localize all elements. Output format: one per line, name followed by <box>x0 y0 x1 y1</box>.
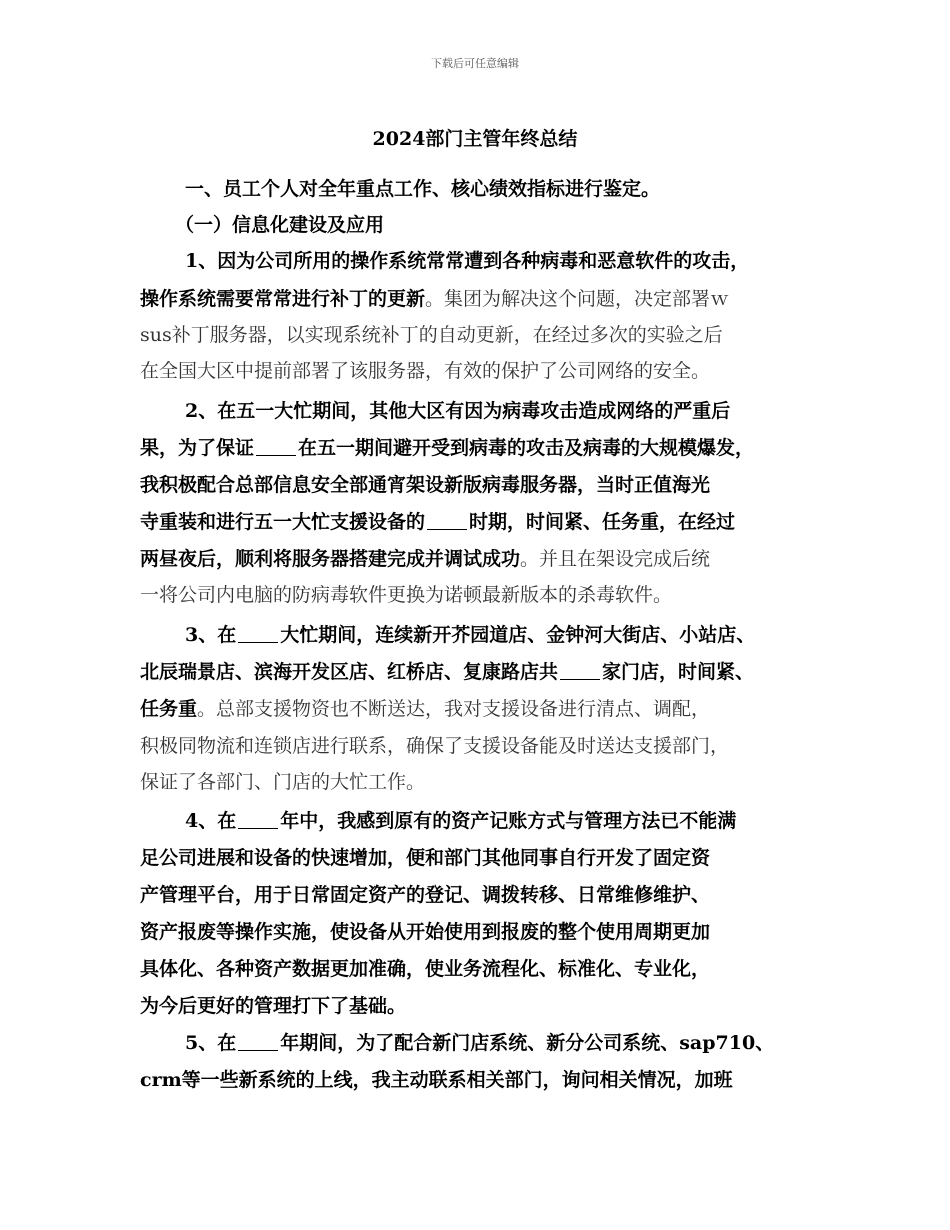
paragraph-2-line-5 <box>140 544 710 574</box>
paragraph-3-text-c: 北辰瑞景店、滨海开发区店、红桥店、复康路店共 <box>140 661 559 683</box>
paragraph-4-line-6: 为今后更好的管理打下了基础。 <box>140 995 407 1017</box>
paragraph-2-text-b: 在五一期间避开受到病毒的攻击及病毒的大规模爆发， <box>298 437 755 459</box>
paragraph-2-text-a: 果，为了保证 <box>140 437 255 459</box>
paragraph-4-line-3: 产管理平台，用于日常固定资产的登记、调拨转移、日常维修维护、 <box>140 884 711 906</box>
paragraph-2-line-3: 我积极配合总部信息安全部通宵架设新版病毒服务器，当时正值海光 <box>140 474 711 496</box>
paragraph-2-line-4 <box>140 507 735 537</box>
blank-underline <box>256 437 296 456</box>
paragraph-3-line-5: 保证了各部门、门店的大忙工作。 <box>140 771 426 793</box>
blank-underline <box>560 661 600 680</box>
paragraph-3-line-3 <box>140 694 710 724</box>
section-heading: 一、员工个人对全年重点工作、核心绩效指标进行鉴定。 <box>185 178 661 200</box>
paragraph-1-line-2 <box>140 284 729 314</box>
paragraph-3-text-d: 家门店，时间紧、 <box>602 661 755 683</box>
document-title: 2024部门主管年终总结 <box>372 128 578 150</box>
paragraph-4-line-4: 资产报废等操作实施，使设备从开始使用到报废的整个使用周期更加 <box>140 921 711 943</box>
paragraph-2-text-d: 时期，时间紧、任务重，在经过 <box>469 511 736 533</box>
paragraph-5-line-1 <box>185 1028 774 1058</box>
blank-underline <box>238 1032 278 1051</box>
blank-underline <box>238 624 278 643</box>
blank-underline <box>238 810 278 829</box>
paragraph-3-line-4: 积极同物流和连锁店进行联系，确保了支援设备能及时送达支援部门， <box>140 735 730 757</box>
page-header: 下载后可任意编辑 <box>431 57 519 70</box>
paragraph-1-line-1: 1、因为公司所用的操作系统常常遭到各种病毒和恶意软件的攻击， <box>185 250 750 272</box>
paragraph-4-line-2: 足公司进展和设备的快速增加，便和部门其他同事自行开发了固定资 <box>140 847 711 869</box>
blank-underline <box>427 511 467 530</box>
paragraph-1-line-4: 在全国大区中提前部署了该服务器，有效的保护了公司网络的安全。 <box>140 360 711 382</box>
paragraph-4-line-1 <box>185 806 736 836</box>
paragraph-2-line-2 <box>140 433 754 463</box>
paragraph-4-text-b: 年中，我感到原有的资产记账方式与管理方法已不能满 <box>280 810 737 832</box>
paragraph-5-line-2: crm等一些新系统的上线，我主动联系相关部门，询问相关情况，加班 <box>140 1069 733 1091</box>
paragraph-3-bold: 任务重 <box>140 698 198 720</box>
paragraph-2-line-1: 2、在五一大忙期间，其他大区有因为病毒攻击造成网络的严重后 <box>185 400 731 422</box>
paragraph-3-normal: 。总部支援物资也不断送达，我对支援设备进行清点、调配， <box>197 698 711 720</box>
paragraph-2-line-6: 一将公司内电脑的防病毒软件更换为诺顿最新版本的杀毒软件。 <box>140 584 673 606</box>
paragraph-3-line-2 <box>140 657 754 687</box>
paragraph-3-text-b: 大忙期间，连续新开芥园道店、金钟河大街店、小站店、 <box>280 624 756 646</box>
paragraph-5-text-a: 5、在 <box>185 1032 237 1054</box>
paragraph-3-text-a: 3、在 <box>185 624 237 646</box>
paragraph-1-normal: 。集团为解决这个问题，决定部署ｗ <box>425 288 730 310</box>
paragraph-2-normal: 。并且在架设完成后统 <box>520 548 711 570</box>
paragraph-1-line-3: sus补丁服务器，以实现系统补丁的自动更新，在经过多次的实验之后 <box>140 324 723 346</box>
paragraph-3-line-1 <box>185 620 755 650</box>
paragraph-4-line-5: 具体化、各种资产数据更加准确，使业务流程化、标准化、专业化， <box>140 958 711 980</box>
paragraph-5-text-b: 年期间，为了配合新门店系统、新分公司系统、sap710、 <box>280 1032 775 1054</box>
subsection-heading: （一）信息化建设及应用 <box>175 214 385 236</box>
paragraph-4-text-a: 4、在 <box>185 810 237 832</box>
paragraph-1-bold: 操作系统需要常常进行补丁的更新 <box>140 288 426 310</box>
paragraph-2-text-c: 寺重装和进行五一大忙支援设备的 <box>140 511 426 533</box>
paragraph-2-bold: 两昼夜后，顺利将服务器搭建完成并调试成功 <box>140 548 521 570</box>
